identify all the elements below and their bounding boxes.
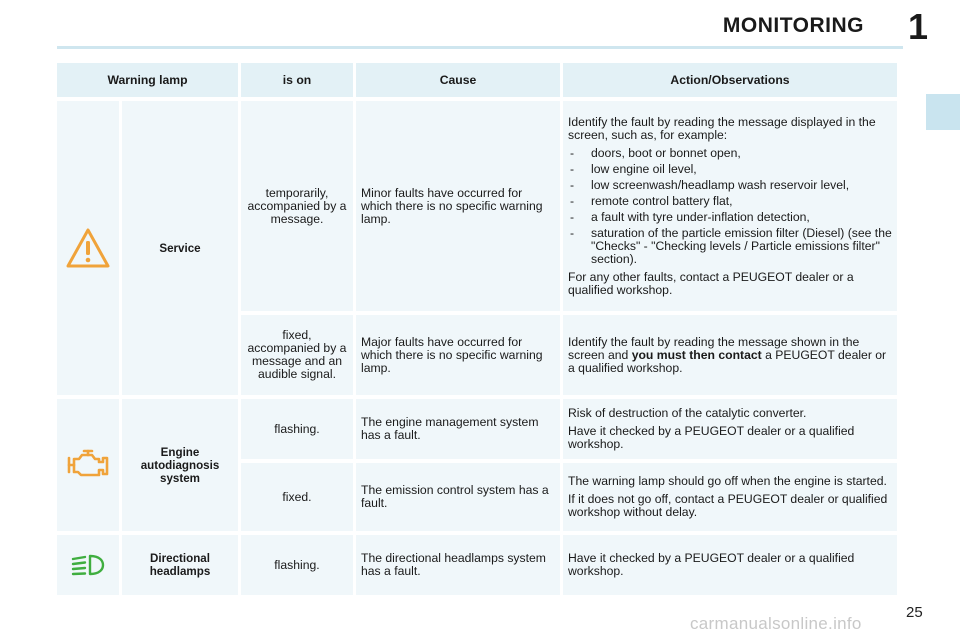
table-header-row (57, 63, 897, 101)
page-title: MONITORING (722, 14, 864, 37)
action-cell (563, 463, 897, 535)
is-on-cell: temporarily, accompanied by a message. (241, 101, 353, 315)
is-on-cell: fixed. (241, 463, 353, 535)
chapter-number: 1 (907, 6, 928, 47)
lamp-name-engine: Engine autodiagnosis system (122, 399, 238, 535)
watermark: carmanualsonline.info (690, 614, 862, 633)
list-item: - low engine oil level, (568, 163, 892, 176)
action-text-pre: Identify the fault by reading the message shown in the screen and (568, 334, 860, 362)
action-line: Have it checked by a PEUGEOT dealer or a qualified workshop. (568, 424, 855, 451)
action-text-post: a PEUGEOT dealer or a qualified workshop. (568, 347, 887, 375)
lamp-name-service: Service (122, 101, 238, 399)
chapter-tab (926, 94, 960, 130)
action-cell: Have it checked by a PEUGEOT dealer or a qualified workshop. (563, 535, 897, 599)
action-text-bold: you must then contact (631, 347, 762, 362)
is-on-cell: flashing. (241, 399, 353, 463)
list-item: - remote control battery flat, (568, 195, 892, 208)
action-line: The warning lamp should go off when the engine is started. (568, 474, 887, 488)
engine-icon-cell (57, 399, 119, 535)
warning-lamp-table (54, 63, 900, 599)
list-item: - a fault with tyre under-inflation detection, (568, 211, 892, 224)
action-intro: Identify the fault by reading the message displayed in the screen, such as, for example: (568, 114, 876, 142)
lamp-name-headlamps: Directional headlamps (122, 535, 238, 599)
directional-headlamp-icon (70, 553, 106, 577)
cause-cell: The emission control system has a fault. (356, 463, 560, 535)
cause-cell: Minor faults have occurred for which there is no specific warning lamp. (356, 101, 560, 315)
cause-cell: The engine management system has a fault. (356, 399, 560, 463)
list-item: - saturation of the particle emission filter (Diesel) (see the "Checks" - "Checking levels / Particle emissions filter" section). (568, 227, 892, 266)
column-header-is-on: is on (241, 63, 353, 101)
list-item: - doors, boot or bonnet open, (568, 147, 892, 160)
service-icon-cell (57, 101, 119, 399)
action-cell (563, 399, 897, 463)
table-row (57, 535, 897, 599)
cause-cell: Major faults have occurred for which there is no specific warning lamp. (356, 315, 560, 399)
table-row (57, 399, 897, 463)
engine-icon (66, 448, 110, 482)
list-item: - low screenwash/headlamp wash reservoir level, (568, 179, 892, 192)
column-header-action: Action/Observations (563, 63, 897, 101)
column-header-cause: Cause (356, 63, 560, 101)
column-header-warning-lamp: Warning lamp (57, 63, 238, 101)
headlamps-icon-cell (57, 535, 119, 599)
header-rule (57, 46, 903, 49)
action-cell (563, 315, 897, 399)
is-on-cell: flashing. (241, 535, 353, 599)
table-row (57, 101, 897, 315)
warning-triangle-icon (65, 227, 111, 269)
action-line: Risk of destruction of the catalytic converter. (568, 406, 807, 420)
cause-cell: The directional headlamps system has a fault. (356, 535, 560, 599)
is-on-cell: fixed, accompanied by a message and an audible signal. (241, 315, 353, 399)
action-cell (563, 101, 897, 315)
action-line: If it does not go off, contact a PEUGEOT dealer or qualified workshop without delay. (568, 492, 888, 519)
action-outro: For any other faults, contact a PEUGEOT dealer or a qualified workshop. (568, 269, 854, 297)
fault-list (568, 147, 892, 266)
page-number: 25 (906, 604, 923, 621)
